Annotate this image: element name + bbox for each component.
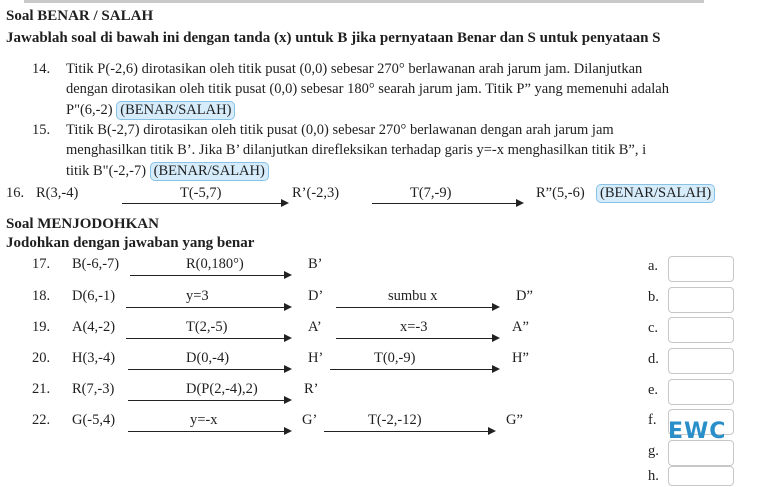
q22-mid: G’ — [302, 412, 318, 428]
q15-line1: Titik B(-2,7) dirotasikan oleh titik pusat (0,0) sebesar 270° berlawanan dengan arah jarum jam — [66, 122, 614, 138]
answer-box-e[interactable] — [668, 379, 734, 405]
q14-line3 — [66, 101, 235, 120]
answer-label-b: b. — [648, 289, 659, 305]
answer-label-a: a. — [648, 258, 659, 274]
q16-number: 16. — [6, 185, 25, 201]
q22-transform1: y=-x — [190, 412, 218, 428]
q22-end: G” — [506, 412, 523, 428]
q18-arrow1 — [126, 307, 290, 308]
q18-transform2: sumbu x — [388, 288, 438, 304]
q17-transform1: R(0,180°) — [186, 256, 244, 272]
watermark-logo: EWC — [668, 419, 727, 444]
q19-transform1: T(2,-5) — [186, 319, 228, 335]
answer-label-d: d. — [648, 351, 659, 367]
q20-arrow2 — [330, 369, 498, 370]
q21-transform1: D(P(2,-4),2) — [186, 381, 258, 397]
q20-transform1: D(0,-4) — [186, 350, 230, 366]
section-instruction-menjodohkan: Jodohkan dengan jawaban yang benar — [6, 235, 255, 251]
q20-transform2: T(0,-9) — [374, 350, 416, 366]
section-title-menjodohkan: Soal MENJODOHKAN — [6, 216, 159, 232]
q15-line3 — [66, 162, 269, 181]
q20-end: H” — [512, 350, 529, 366]
q19-mid: A’ — [308, 319, 322, 335]
q21-arrow1 — [128, 400, 290, 401]
section-instruction-benar-salah: Jawablah soal di bawah ini dengan tanda (x) untuk B jika pernyataan Benar dan S untuk penyataan S — [6, 30, 661, 46]
q19-number: 19. — [32, 319, 51, 335]
q16-transform2: T(7,-9) — [410, 185, 452, 201]
q18-mid: D’ — [308, 288, 324, 304]
q15-number: 15. — [32, 122, 51, 138]
q18-start: D(6,-1) — [72, 288, 116, 304]
q16-arrow2 — [372, 203, 522, 204]
q19-end: A” — [512, 319, 529, 335]
q17-start: B(-6,-7) — [72, 256, 120, 272]
q15-option-benar-salah[interactable]: (BENAR/SALAH) — [150, 162, 269, 181]
q17-mid: B’ — [308, 256, 323, 272]
section-title-benar-salah: Soal BENAR / SALAH — [6, 8, 154, 24]
q16-arrow1 — [122, 203, 287, 204]
q18-arrow2 — [336, 307, 498, 308]
q19-arrow1 — [126, 338, 290, 339]
q20-start: H(3,-4) — [72, 350, 116, 366]
q14-line1: Titik P(-2,6) dirotasikan oleh titik pusat (0,0) sebesar 270° berlawanan arah jarum jam. Dilanjutkan — [66, 61, 643, 77]
answer-label-c: c. — [648, 320, 659, 336]
q16-end: R”(5,-6) — [536, 185, 585, 201]
q20-mid: H’ — [308, 350, 324, 366]
q20-arrow1 — [128, 369, 290, 370]
answer-label-g: g. — [648, 443, 659, 459]
q16-option-wrap — [596, 184, 715, 203]
q16-mid: R’(-2,3) — [292, 185, 340, 201]
q22-arrow2 — [324, 431, 494, 432]
q17-number: 17. — [32, 256, 51, 272]
q14-line2: dengan dirotasikan oleh titik pusat (0,0) sebesar 180° searah jarum jam. Titik P” yang memenuhi adalah — [66, 81, 669, 97]
q18-number: 18. — [32, 288, 51, 304]
q22-arrow1 — [128, 431, 290, 432]
q20-number: 20. — [32, 350, 51, 366]
q22-start: G(-5,4) — [72, 412, 116, 428]
answer-box-d[interactable] — [668, 348, 734, 374]
q14-number: 14. — [32, 61, 51, 77]
answer-label-e: e. — [648, 382, 659, 398]
q15-statement: titik B"(-2,-7) — [66, 163, 147, 179]
q17-arrow1 — [130, 275, 290, 276]
answer-box-h[interactable] — [668, 466, 734, 486]
q21-number: 21. — [32, 381, 51, 397]
answer-label-f: f. — [648, 412, 657, 428]
q16-transform1: T(-5,7) — [180, 185, 222, 201]
answer-box-c[interactable] — [668, 317, 734, 343]
answer-label-h: h. — [648, 468, 659, 484]
q22-transform2: T(-2,-12) — [368, 412, 422, 428]
answer-box-b[interactable] — [668, 287, 734, 313]
answer-box-a[interactable] — [668, 256, 734, 282]
q16-start: R(3,-4) — [36, 185, 79, 201]
q18-end: D” — [516, 288, 533, 304]
q19-arrow2 — [336, 338, 498, 339]
q18-transform1: y=3 — [186, 288, 209, 304]
q14-option-benar-salah[interactable]: (BENAR/SALAH) — [116, 101, 235, 120]
top-divider — [24, 0, 704, 3]
q14-statement: P"(6,-2) — [66, 102, 113, 118]
q16-option-benar-salah[interactable]: (BENAR/SALAH) — [596, 184, 715, 203]
q19-start: A(4,-2) — [72, 319, 116, 335]
q21-start: R(7,-3) — [72, 381, 115, 397]
q21-mid: R’ — [304, 381, 319, 397]
q22-number: 22. — [32, 412, 51, 428]
q19-transform2: x=-3 — [400, 319, 428, 335]
q15-line2: menghasilkan titik B’. Jika B’ dilanjutkan direfleksikan terhadap garis y=-x menghasilkan titik B”, i — [66, 142, 647, 158]
